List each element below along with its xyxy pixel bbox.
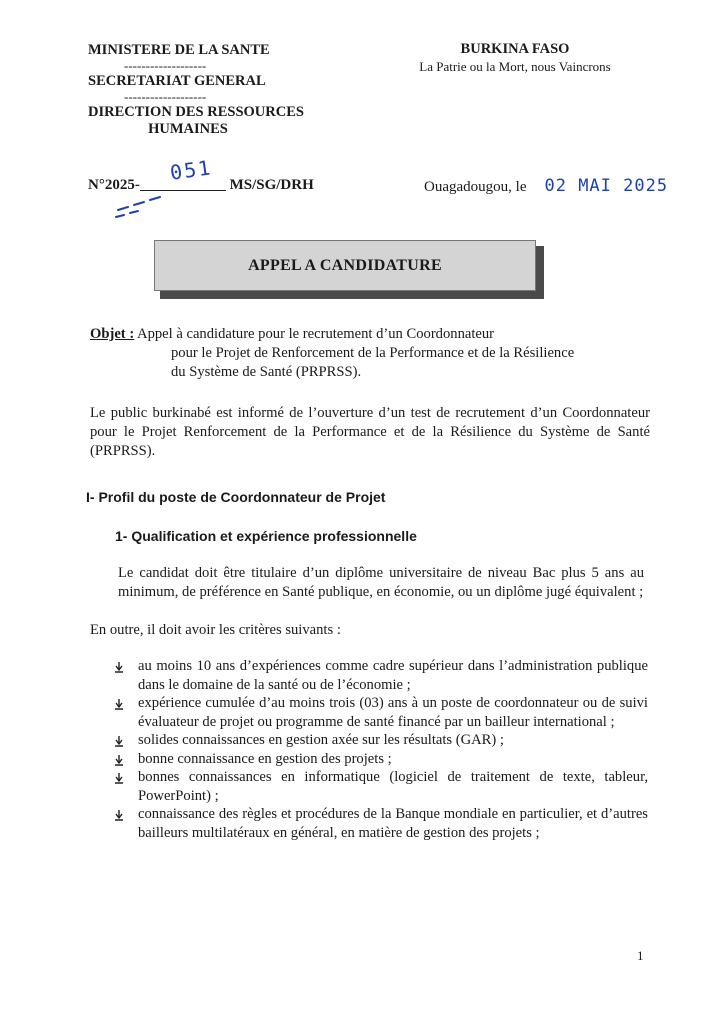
criteria-intro: En outre, il doit avoir les critères suivants :: [90, 622, 341, 638]
direction-name-line1: DIRECTION DES RESSOURCES: [88, 104, 304, 120]
criterion-text: expérience cumulée d’au moins trois (03) ans à un poste de coordonnateur ou de suivi évaluateur de projet ou programme de santé financé par un bailleur international ;: [138, 695, 648, 730]
header-separator: -------------------: [124, 58, 207, 73]
reference-prefix: N°2025-: [88, 177, 140, 193]
criterion-text: solides connaissances en gestion axée sur les résultats (GAR) ;: [138, 732, 504, 748]
list-item: [113, 731, 648, 750]
reference-number: [88, 155, 314, 194]
direction-name-line2: HUMAINES: [148, 121, 228, 137]
arrow-bullet-icon: [113, 809, 125, 821]
reference-suffix: MS/SG/DRH: [229, 177, 314, 193]
criterion-text: au moins 10 ans d’expériences comme cadre supérieur dans l’administration publique dans le domaine de la santé ou de l’économie ;: [138, 658, 648, 693]
page-number: 1: [637, 948, 644, 963]
section-heading: I- Profil du poste de Coordonnateur de Projet: [86, 489, 386, 505]
list-item: [113, 768, 648, 805]
arrow-bullet-icon: [113, 754, 125, 766]
header-separator: -------------------: [124, 89, 207, 104]
subsection-heading: 1- Qualification et expérience professionnelle: [115, 528, 417, 544]
list-item: [113, 657, 648, 694]
reference-blank: [140, 155, 226, 191]
secretariat-name: SECRETARIAT GENERAL: [88, 73, 266, 89]
list-item: [113, 694, 648, 731]
criterion-text: bonnes connaissances en informatique (logiciel de traitement de texte, tableur, PowerPoint) ;: [138, 769, 648, 804]
criteria-list: [113, 657, 648, 842]
arrow-bullet-icon: [113, 698, 125, 710]
handwritten-number: 051: [168, 155, 214, 185]
subject-line-3: du Système de Santé (PRPRSS).: [171, 364, 362, 380]
country-motto: La Patrie ou la Mort, nous Vaincrons: [419, 59, 611, 74]
place-and-date: [424, 176, 668, 196]
subject-label: Objet :: [90, 326, 135, 342]
subject-line-2: pour le Projet de Renforcement de la Performance et de la Résilience: [171, 345, 575, 361]
qualification-paragraph: Le candidat doit être titulaire d’un diplôme universitaire de niveau Bac plus 5 ans au minimum, de préférence en Santé publique, en économie, ou un diplôme jugé équivalent ;: [118, 565, 644, 600]
arrow-bullet-icon: [113, 735, 125, 747]
subject-block: [90, 325, 650, 382]
country-header: [400, 40, 630, 75]
criterion-text: bonne connaissance en gestion des projets ;: [138, 750, 392, 767]
list-item: [113, 805, 648, 842]
date-stamp: 02 MAI 2025: [544, 176, 669, 196]
ministry-name: MINISTERE DE LA SANTE: [88, 42, 270, 58]
ministry-header: [88, 42, 348, 138]
country-name: BURKINA FASO: [460, 41, 570, 57]
arrow-bullet-icon: [113, 772, 125, 784]
intro-paragraph: Le public burkinabé est informé de l’ouverture d’un test de recrutement d’un Coordonnateur pour le Projet Renforcement de la Performance et de la Résilience du Système de Santé (PRPRSS).: [90, 405, 650, 459]
subject-line-1: Appel à candidature pour le recrutement d’un Coordonnateur: [137, 326, 495, 342]
stamp-dash-marks: [112, 194, 196, 220]
arrow-bullet-icon: [113, 661, 125, 673]
place: Ouagadougou, le: [424, 179, 527, 195]
criterion-text: connaissance des règles et procédures de la Banque mondiale en particulier, et d’autres bailleurs multilatéraux en général, en matière de gestion des projets ;: [138, 806, 648, 841]
document-title: APPEL A CANDIDATURE: [154, 240, 536, 291]
list-item: [113, 750, 648, 769]
